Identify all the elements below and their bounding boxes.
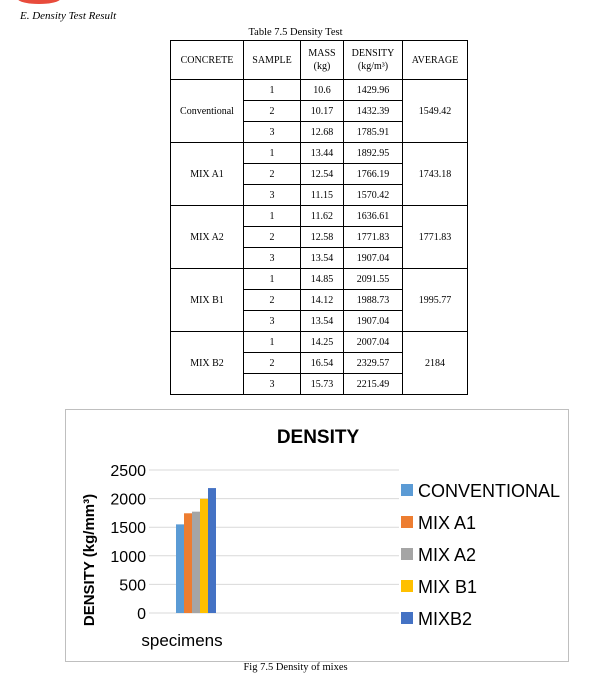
legend-swatch [401, 516, 413, 528]
header-mass-unit: (kg) [313, 61, 331, 72]
cell-mass: 16.54 [301, 353, 344, 374]
cell-density: 1907.04 [344, 248, 403, 269]
cell-density: 1636.61 [344, 206, 403, 227]
cell-average: 2184 [403, 332, 468, 395]
legend-swatch [401, 580, 413, 592]
cell-mass: 11.62 [301, 206, 344, 227]
concrete-name: MIX A1 [171, 143, 244, 206]
cell-sample: 1 [244, 80, 301, 101]
legend-swatch [401, 548, 413, 560]
cell-mass: 12.58 [301, 227, 344, 248]
header-sample: SAMPLE [244, 41, 301, 80]
y-tick-label: 0 [137, 606, 146, 623]
cell-sample: 1 [244, 206, 301, 227]
cell-sample: 2 [244, 227, 301, 248]
cell-mass: 12.68 [301, 122, 344, 143]
cell-sample: 3 [244, 311, 301, 332]
legend-swatch [401, 612, 413, 624]
bar-mix-b1 [200, 499, 208, 613]
cell-density: 1785.91 [344, 122, 403, 143]
bar-mix-a1 [184, 513, 192, 613]
section-heading: E. Density Test Result [20, 10, 117, 22]
x-axis-label: specimens [141, 631, 223, 650]
cell-mass: 14.25 [301, 332, 344, 353]
cell-density: 2007.04 [344, 332, 403, 353]
cell-average: 1549.42 [403, 80, 468, 143]
legend-label: MIX A1 [418, 513, 477, 533]
table-body [171, 80, 468, 395]
concrete-name: MIX A2 [171, 206, 244, 269]
legend [401, 481, 560, 629]
cell-sample: 3 [244, 185, 301, 206]
cell-density: 1766.19 [344, 164, 403, 185]
cell-density: 1892.95 [344, 143, 403, 164]
concrete-name: Conventional [171, 80, 244, 143]
y-tick-labels [110, 463, 146, 623]
legend-label: MIX A2 [418, 545, 477, 565]
table-row [171, 269, 468, 290]
header-mass-label: MASS [308, 48, 336, 59]
logo-mark [18, 0, 60, 4]
cell-density: 1988.73 [344, 290, 403, 311]
header-concrete: CONCRETE [171, 41, 244, 80]
y-tick-label: 2000 [110, 491, 146, 509]
cell-sample: 3 [244, 248, 301, 269]
cell-average: 1743.18 [403, 143, 468, 206]
cell-sample: 2 [244, 164, 301, 185]
table-row [171, 206, 468, 227]
cell-mass: 13.54 [301, 311, 344, 332]
cell-mass: 15.73 [301, 374, 344, 395]
cell-mass: 13.54 [301, 248, 344, 269]
concrete-name: MIX B2 [171, 332, 244, 395]
legend-label: MIX B1 [418, 577, 478, 597]
cell-sample: 3 [244, 374, 301, 395]
header-average: AVERAGE [403, 41, 468, 80]
table-row [171, 80, 468, 101]
bars [176, 488, 216, 613]
cell-sample: 2 [244, 101, 301, 122]
cell-mass: 10.6 [301, 80, 344, 101]
cell-mass: 10.17 [301, 101, 344, 122]
table-header-row [171, 41, 468, 80]
header-mass [301, 41, 344, 80]
cell-mass: 14.12 [301, 290, 344, 311]
cell-density: 1570.42 [344, 185, 403, 206]
chart-svg [66, 410, 568, 661]
cell-density: 2215.49 [344, 374, 403, 395]
bar-conventional [176, 524, 184, 613]
header-density-unit: (kg/m³) [357, 61, 389, 72]
bar-mix-a2 [192, 512, 200, 613]
cell-density: 1771.83 [344, 227, 403, 248]
y-tick-label: 1000 [110, 548, 146, 566]
cell-density: 1429.96 [344, 80, 403, 101]
cell-sample: 2 [244, 290, 301, 311]
header-density-label: DENSITY [351, 48, 395, 59]
chart-title: DENSITY [276, 427, 360, 448]
legend-label: CONVENTIONAL [418, 481, 561, 501]
density-chart [65, 409, 569, 662]
legend-label: MIXB2 [418, 609, 473, 629]
y-tick-label: 1500 [110, 520, 146, 538]
cell-density: 2329.57 [344, 353, 403, 374]
table-row [171, 143, 468, 164]
cell-mass: 11.15 [301, 185, 344, 206]
cell-density: 1432.39 [344, 101, 403, 122]
cell-sample: 1 [244, 143, 301, 164]
cell-sample: 2 [244, 353, 301, 374]
cell-density: 2091.55 [344, 269, 403, 290]
y-tick-label: 500 [119, 577, 146, 595]
cell-mass: 12.54 [301, 164, 344, 185]
density-table [170, 40, 468, 395]
cell-sample: 3 [244, 122, 301, 143]
header-density [344, 41, 403, 80]
cell-sample: 1 [244, 332, 301, 353]
legend-swatch [401, 484, 413, 496]
cell-density: 1907.04 [344, 311, 403, 332]
cell-mass: 14.85 [301, 269, 344, 290]
cell-average: 1995.77 [403, 269, 468, 332]
y-tick-label: 2500 [110, 463, 146, 480]
concrete-name: MIX B1 [171, 269, 244, 332]
table-row [171, 332, 468, 353]
cell-mass: 13.44 [301, 143, 344, 164]
table-caption: Table 7.5 Density Test [248, 27, 343, 38]
bar-mixb2 [208, 488, 216, 613]
cell-average: 1771.83 [403, 206, 468, 269]
y-axis-label: DENSITY (kg/mm³) [81, 493, 98, 627]
figure-caption: Fig 7.5 Density of mixes [243, 662, 348, 673]
cell-sample: 1 [244, 269, 301, 290]
